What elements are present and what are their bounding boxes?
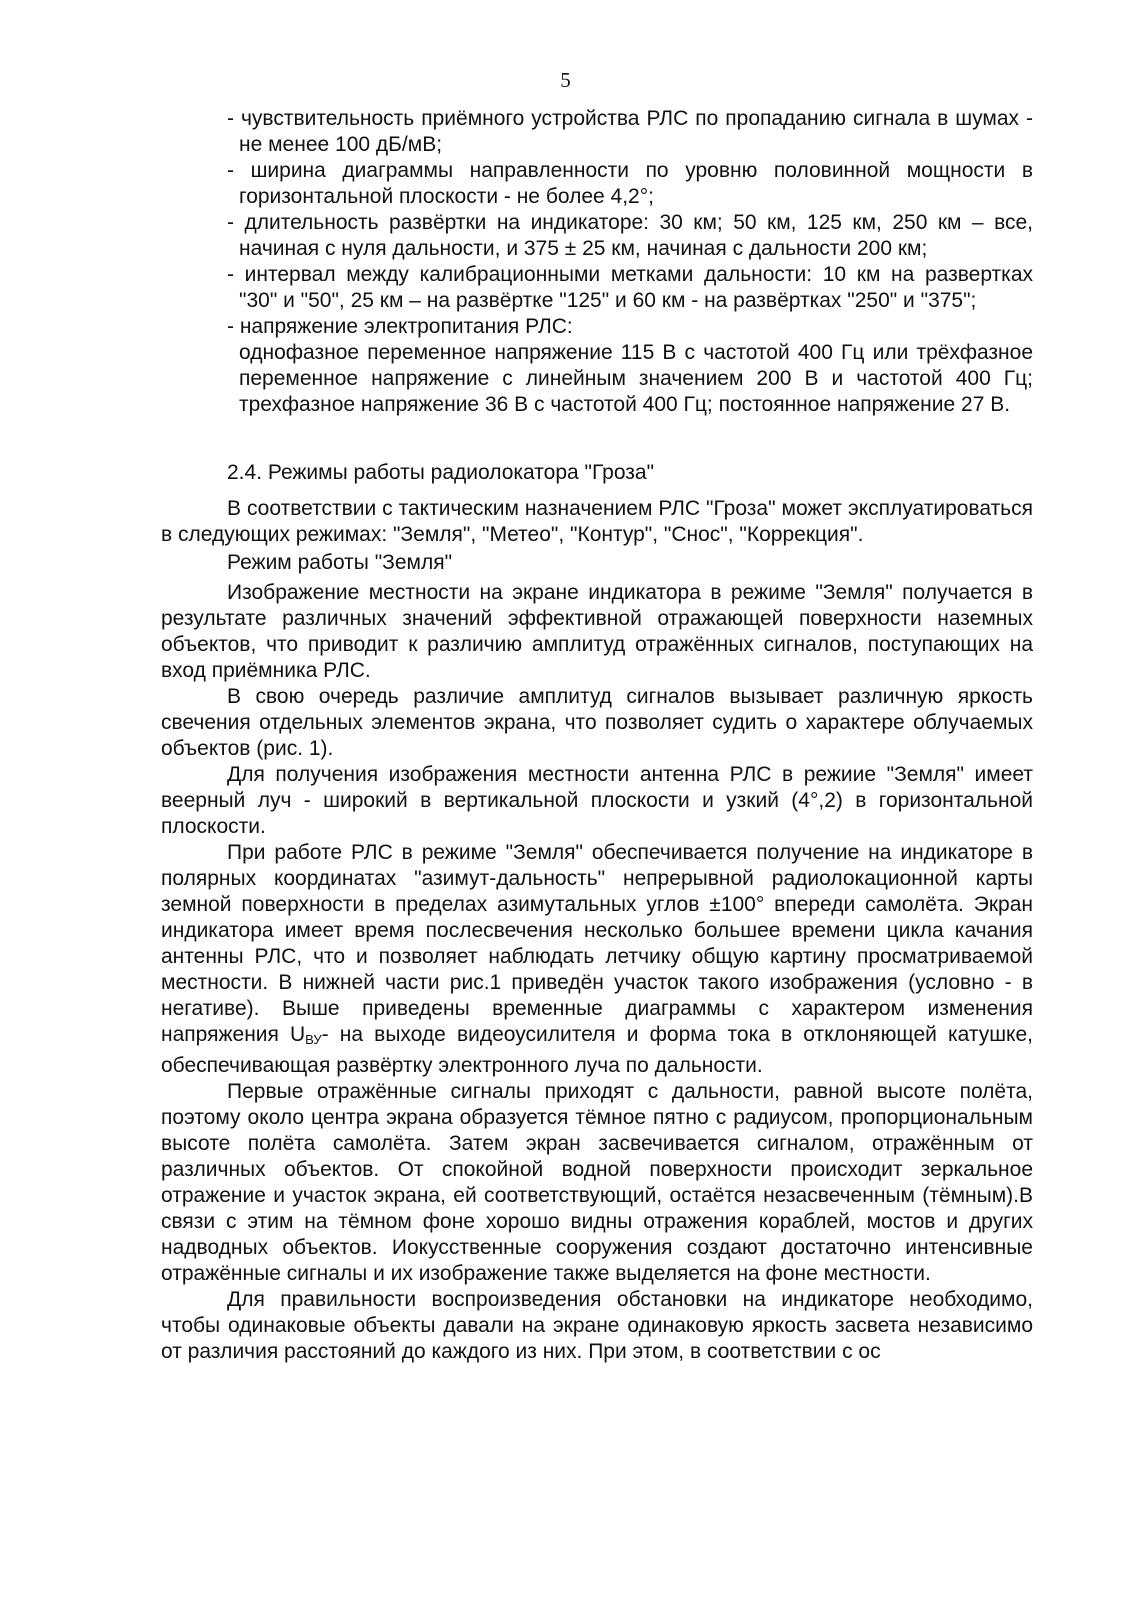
paragraph: Первые отражённые сигналы приходят с дальности, равной высоте полёта, поэтому около центра экрана образуется тёмное пятно с радиусом, пропорциональным высоте полёта самолёта. Затем экран засвечивается сигналом, отражённым от различных объектов. От спокойной водной поверхности происходит зеркальное отражение и участок экрана, ей соответствующий, остаётся незасвеченным (тёмным).В связи с этим на тёмном фоне хорошо видны отражения кораблей, мостов и других надводных объектов. Иокусственные сооружения создают достаточно интенсивные отражённые сигналы и их изображение также выделяется на фоне местности. [161,1080,1033,1285]
paragraph: Для правильности воспроизведения обстановки на индикаторе необходимо, чтобы одинаковые объекты давали на экране одинаковую яркость засвета независимо от различия расстояний до каждого из них. При этом, в соответствии с ос [161,1288,1033,1363]
paragraph-text: - на выходе видеоусилителя и форма тока в отклоняющей катушке, обеспечивающая развёртку электронного луча по дальности. [161,1023,1033,1077]
spec-item: - ширина диаграммы направленности по уровню половинной мощности в горизонтальной плоскости - не более 4,2°; [227,159,1033,208]
page-number: 5 [560,68,571,92]
spec-item: - чувствительность приёмного устройства РЛС по пропаданию сигнала в шумах - не менее 100 дБ/мВ; [227,107,1033,156]
subscript: ВУ [305,1032,322,1047]
section-heading: 2.4. Режимы работы радиолокатора "Гроза" [227,461,655,484]
paragraph: В свою очередь различие амплитуд сигналов вызывает различную яркость свечения отдельных элементов экрана, что позволяет судить о характере облучаемых объектов (рис. 1). [161,685,1033,760]
power-detail: однофазное переменное напряжение 115 В с частотой 400 Гц или трёхфазное переменное напряжение с линейным значением 200 В и частотой 400 Гц; трехфазное напряжение 36 В с частотой 400 Гц; постоянное напряжение 27 В. [239,341,1033,416]
spec-item: - напряжение электропитания РЛС: [227,315,573,338]
paragraph-text: При работе РЛС в режиме "Земля" обеспечивается получение на индикаторе в полярных координатах "азимут-дальность" непрерывной радиолокационной карты земной поверхности в пределах азимутальных углов ±100° впереди самолёта. Экран индикатора имеет время послесвечения несколько большее времени цикла качания антенны РЛС, что и позволяет наблюдать летчику общую картину просматриваемой местности. В нижней части рис.1 приведён участок такого изображения (условно - в негативе). Выше приведены временные диаграммы с характером изменения напряжения U [161,841,1033,1046]
body-text [161,106,1033,1365]
spec-item: - длительность развёртки на индикаторе: 30 км; 50 км, 125 км, 250 км – все, начиная с нуля дальности, и 375 ± 25 км, начиная с дальности 200 км; [227,211,1033,260]
mode-heading: Режим работы "Земля" [227,551,453,574]
paragraph: Для получения изображения местности антенна РЛС в режиие "Земля" имеет веерный луч - широкий в вертикальной плоскости и узкий (4°,2) в горизонтальной плоскости. [161,763,1033,838]
spec-list [227,106,1033,418]
spec-item: - интервал между калибрационными метками дальности: 10 км на развертках "30" и "50", 25 км – на развёртке "125" и 60 км - на развёртках "250" и "375"; [227,263,1033,312]
intro-paragraph: В соответствии с тактическим назначением РЛС "Гроза" может эксплуатироваться в следующих режимах: "Земля", "Метео", "Контур", "Снос", "Коррекция". [161,497,1033,546]
paragraph [161,840,1033,1079]
paragraph: Изображение местности на экране индикатора в режиме "Земля" получается в результате различных значений эффективной отражающей поверхности наземных объектов, что приводит к различию амплитуд отражённых сигналов, поступающих на вход приёмника РЛС. [161,581,1033,682]
